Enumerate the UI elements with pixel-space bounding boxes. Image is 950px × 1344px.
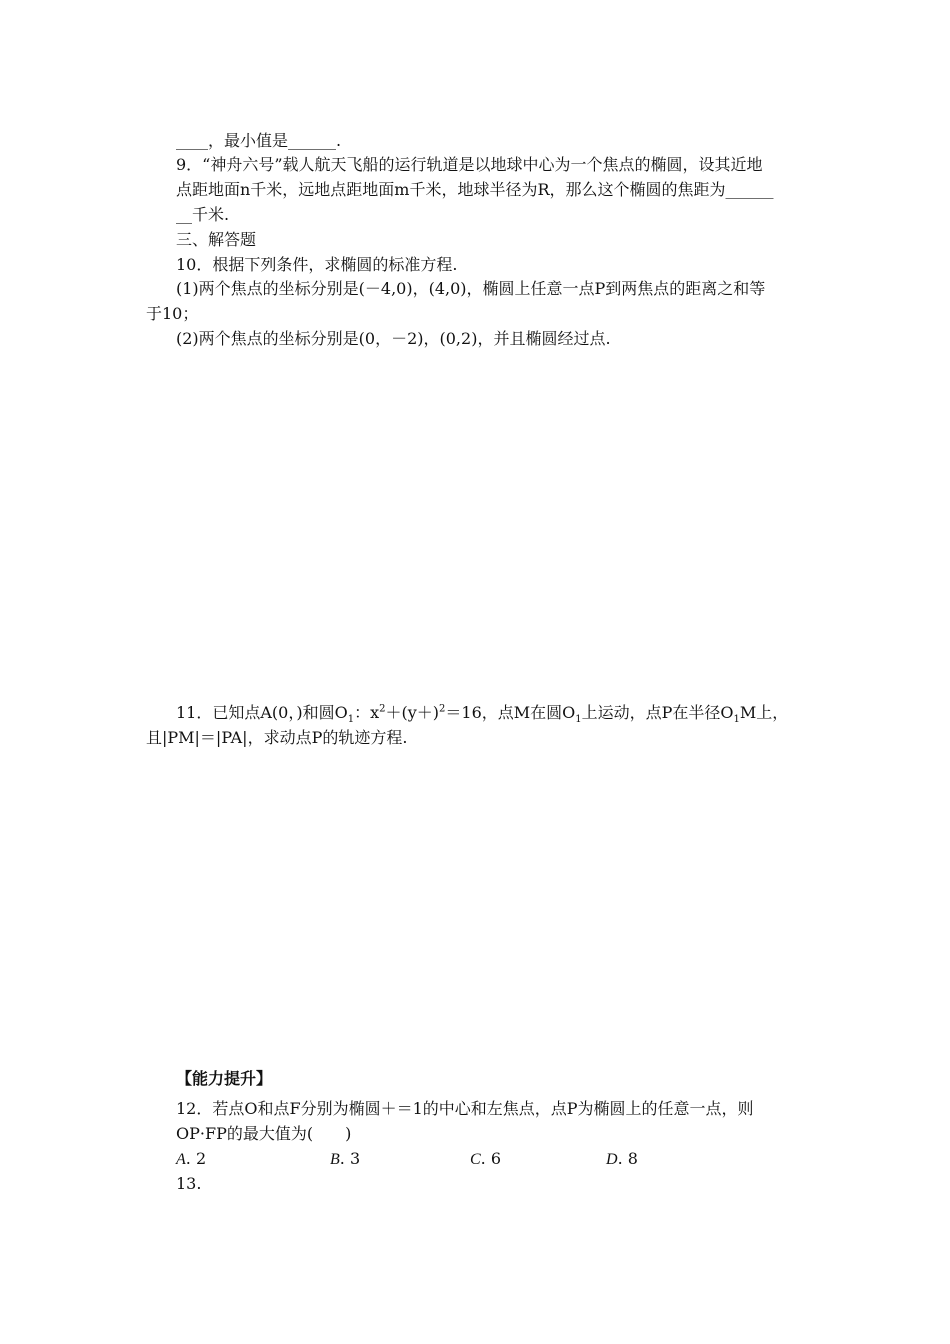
q11-text-a: 11．已知点A(0，)和圆O: [176, 703, 348, 722]
question-10-part-1-line-1: (1)两个焦点的坐标分别是(－4,0)，(4,0)，椭圆上任意一点P到两焦点的距离之和等: [176, 279, 766, 298]
question-12-line-2: OP·FP的最大值为( ): [176, 1124, 352, 1143]
option-b: [330, 1149, 360, 1170]
question-9-line-3: __千米.: [176, 205, 230, 224]
q11-subscript-2: 1: [575, 714, 582, 726]
question-12-line-1: 12．若点O和点F分别为椭圆＋＝1的中心和左焦点，点P为椭圆上的任意一点，则: [176, 1099, 754, 1118]
q11-text-b: ：x: [354, 703, 380, 722]
question-9-line-2: 点距地面n千米，远地点距地面m千米，地球半径为R，那么这个椭圆的焦距为______: [176, 180, 774, 199]
blank-min-value-line: ____，最小值是______.: [176, 131, 342, 150]
option-c-letter: C: [470, 1151, 481, 1168]
q11-text-e: 上运动，点P在半径O: [581, 703, 734, 722]
section-heading-answers: 三、解答题: [176, 230, 257, 249]
option-c-text: . 6: [480, 1149, 502, 1168]
q11-subscript-1: 1: [347, 714, 355, 726]
option-a: [176, 1149, 206, 1170]
question-11-line-1: [176, 703, 789, 726]
option-d-text: . 8: [617, 1149, 638, 1168]
option-b-text: . 3: [339, 1149, 361, 1168]
option-a-text: . 2: [185, 1149, 207, 1168]
q11-text-c: ＋(y＋): [385, 703, 440, 722]
option-a-letter: A: [176, 1151, 186, 1168]
q11-superscript-2: 2: [439, 703, 446, 715]
option-c: [470, 1149, 501, 1170]
option-b-letter: B: [330, 1151, 340, 1168]
question-10-part-2: (2)两个焦点的坐标分别是(0，－2)，(0,2)，并且椭圆经过点.: [176, 329, 611, 348]
q11-text-f: M上，: [739, 703, 789, 722]
q11-superscript-1: 2: [379, 703, 386, 715]
question-10-stem: 10．根据下列条件，求椭圆的标准方程.: [176, 255, 458, 274]
option-d-letter: D: [606, 1151, 618, 1168]
question-13-number: 13.: [176, 1174, 202, 1193]
question-10-part-1-line-2: 于10；: [146, 304, 199, 323]
q11-text-d: ＝16，点M在圆O: [445, 703, 576, 722]
ability-section-heading: 【能力提升】: [176, 1069, 273, 1088]
question-9-line-1: 9．“神舟六号”载人航天飞船的运行轨道是以地球中心为一个焦点的椭圆，设其近地: [176, 155, 763, 174]
question-11-line-2: 且|PM|＝|PA|，求动点P的轨迹方程.: [146, 728, 408, 747]
option-d: [606, 1149, 638, 1170]
q11-subscript-3: 1: [733, 714, 740, 726]
